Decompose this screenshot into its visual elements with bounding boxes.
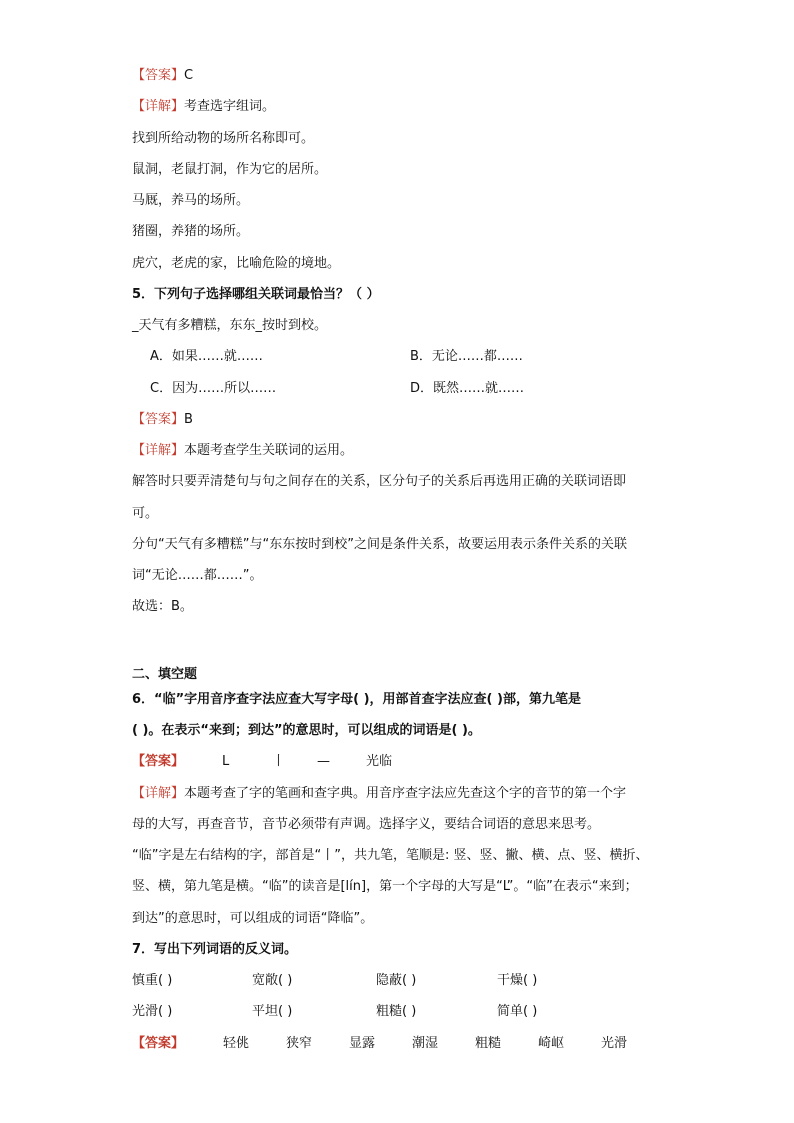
q5-question: 5．下列句子选择哪组关联词最恰当？（ ） [132,287,380,302]
detail-tag: 【详解】 [132,786,185,801]
q7-row2-cell-4: 简单( ) [497,1004,538,1019]
q5-detail-line [132,441,353,461]
q6-answer-4: 光临 [366,754,393,769]
q6-detail-b: 母的大写，再查音节，音节必须带有声调。选择字义，要结合词语的意思来思考。 [132,817,601,832]
q5-choice: 故选：B。 [132,599,193,614]
q4-detail: 考查选字组词。 [184,99,276,114]
q5-sentence: _天气有多糟糕，东东_按时到校。 [132,318,328,333]
q7-answer-line [132,1034,184,1054]
q5-explain-2a: 分句“天气有多糟糕”与“东东按时到校”之间是条件关系，故要运用表示条件关系的关联 [132,537,627,552]
q5-answer-line [132,410,193,430]
q7-row1-cell-2: 宽敞( ) [252,973,293,988]
q6-answer-3: — [317,754,330,769]
q4-line-4: 猪圈，养猪的场所。 [132,224,250,239]
q6-detail-a: 本题考查了字的笔画和查字典。用音序查字法应先查这个字的音节的第一个字 [184,786,627,801]
q7-row1-cell-3: 隐蔽( ) [376,973,417,988]
answer-tag: 【答案】 [132,1036,185,1051]
q4-answer: C [184,68,194,83]
q7-question: 7．写出下列词语的反义词。 [132,942,298,957]
q6-question-a: 6．“临”字用音序查字法应查大写字母( )，用部首查字法应查( )部，第九笔是 [132,692,581,707]
q7-answer-3: 显露 [349,1036,376,1051]
q5-option-c: C．因为……所以…… [150,381,277,396]
q7-answer-4: 潮湿 [412,1036,439,1051]
q7-answer-5: 粗糙 [475,1036,502,1051]
detail-tag: 【详解】 [132,443,185,458]
answer-tag: 【答案】 [132,68,185,83]
q6-detail-a-line [132,784,626,804]
q6-question-b: ( )。在表示“来到；到达”的意思时，可以组成的词语是( )。 [132,723,481,738]
detail-tag: 【详解】 [132,99,185,114]
q5-option-a: A．如果……就…… [150,349,263,364]
q7-row2-cell-2: 平坦( ) [252,1004,293,1019]
q5-explain-2b: 词“无论……都……”。 [132,568,263,583]
q6-answer-1: L [222,754,230,769]
answer-tag: 【答案】 [132,412,185,427]
q4-detail-line [132,97,275,117]
q7-answer-2: 狭窄 [286,1036,313,1051]
q7-row1-cell-1: 慎重( ) [132,973,173,988]
q5-option-b: B．无论……都…… [410,349,523,364]
q5-explain-1b: 可。 [132,506,159,521]
q7-answer-1: 轻佻 [223,1036,250,1051]
q7-answer-7: 光滑 [601,1036,628,1051]
q6-detail-c: “临”字是左右结构的字，部首是“丨”，共九笔，笔顺是: 竖、竖、撇、横、点、竖、横折、 [132,848,649,863]
q4-line-2: 鼠洞，老鼠打洞，作为它的居所。 [132,162,328,177]
q4-answer-line [132,66,193,86]
q7-row2-cell-3: 粗糙( ) [376,1004,417,1019]
q7-row1-cell-4: 干燥( ) [497,973,538,988]
q6-detail-d: 竖、横，第九笔是横。“临”的读音是[lín]，第一个字母的大写是“L”。“临”在表示“来到； [132,879,638,894]
q5-answer: B [184,412,193,427]
answer-tag: 【答案】 [132,754,185,769]
q5-detail: 本题考查学生关联词的运用。 [184,443,354,458]
q6-answer-2: 丨 [272,754,286,769]
q6-answer-line [132,752,184,772]
q7-row2-cell-1: 光滑( ) [132,1004,173,1019]
q6-detail-e: 到达”的意思时，可以组成的词语“降临”。 [132,911,374,926]
section-title: 二、填空题 [132,667,198,682]
q4-line-5: 虎穴，老虎的家，比喻危险的境地。 [132,256,341,271]
q4-line-3: 马厩，养马的场所。 [132,193,250,208]
q7-answer-6: 崎岖 [538,1036,565,1051]
q5-option-d: D．既然……就…… [410,381,525,396]
q4-line-1: 找到所给动物的场所名称即可。 [132,131,315,146]
q5-explain-1a: 解答时只要弄清楚句与句之间存在的关系，区分句子的关系后再选用正确的关联词语即 [132,474,627,489]
